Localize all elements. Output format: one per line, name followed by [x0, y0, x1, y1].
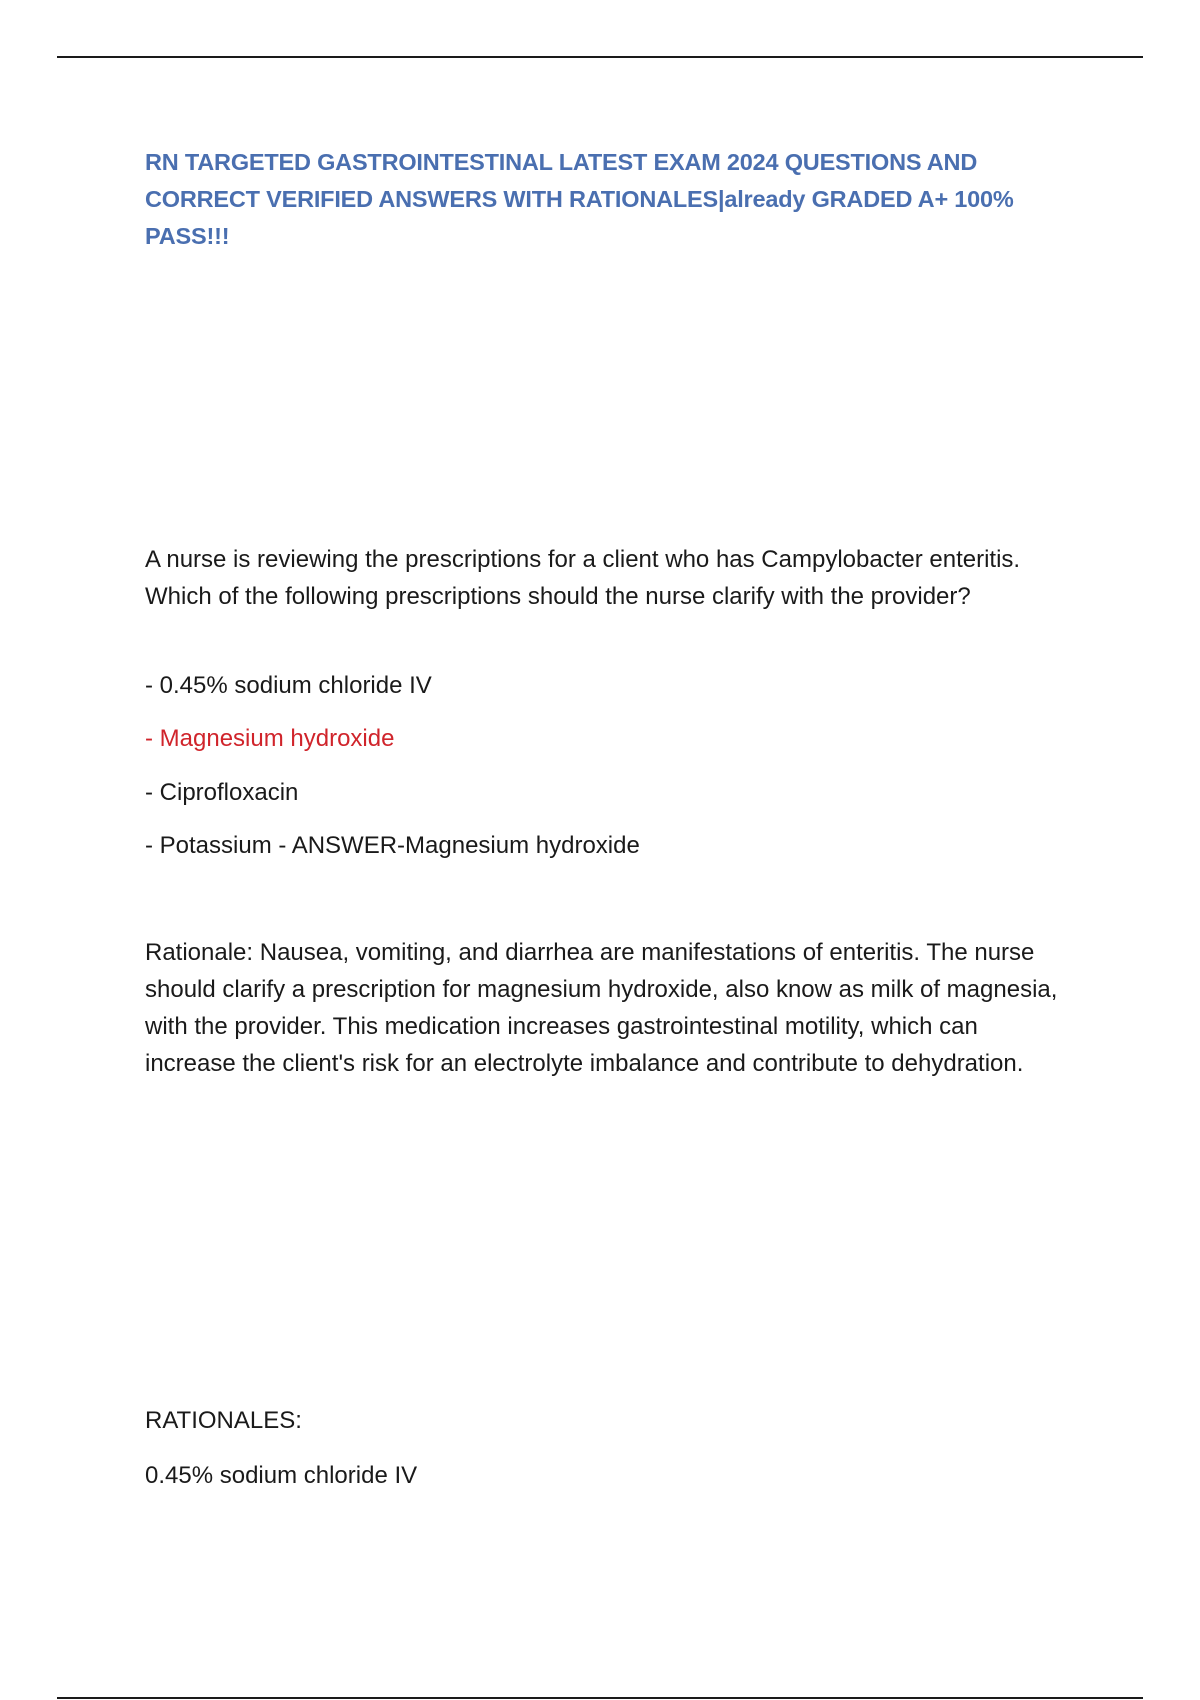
- answer-option: - Ciprofloxacin: [145, 779, 299, 806]
- answer-option-with-answer: - Potassium - ANSWER-Magnesium hydroxide: [145, 832, 640, 859]
- question-stem: A nurse is reviewing the prescriptions for a client who has Campylobacter enteritis. Which of the following prescriptions should the nurse clarify with the provider?: [145, 546, 1021, 610]
- document-title: RN TARGETED GASTROINTESTINAL LATEST EXAM 2024 QUESTIONS AND CORRECT VERIFIED ANSWERS WITH RATIONALES|already GRADED A+ 100% PASS!!!: [145, 149, 1014, 249]
- answer-option-highlighted: - Magnesium hydroxide: [145, 725, 395, 752]
- rationales-heading: RATIONALES:: [145, 1407, 302, 1434]
- header-rule: [57, 56, 1143, 58]
- footer-rule: [57, 1697, 1143, 1699]
- answer-option: - 0.45% sodium chloride IV: [145, 672, 432, 699]
- rationales-item: 0.45% sodium chloride IV: [145, 1462, 418, 1489]
- rationale-paragraph: Rationale: Nausea, vomiting, and diarrhea are manifestations of enteritis. The nurse should clarify a prescription for magnesium hydroxide, also know as milk of magnesia, with the provider. This medication increases gastrointestinal motility, which can increase the client's risk for an electrolyte imbalance and contribute to dehydration.: [145, 939, 1058, 1077]
